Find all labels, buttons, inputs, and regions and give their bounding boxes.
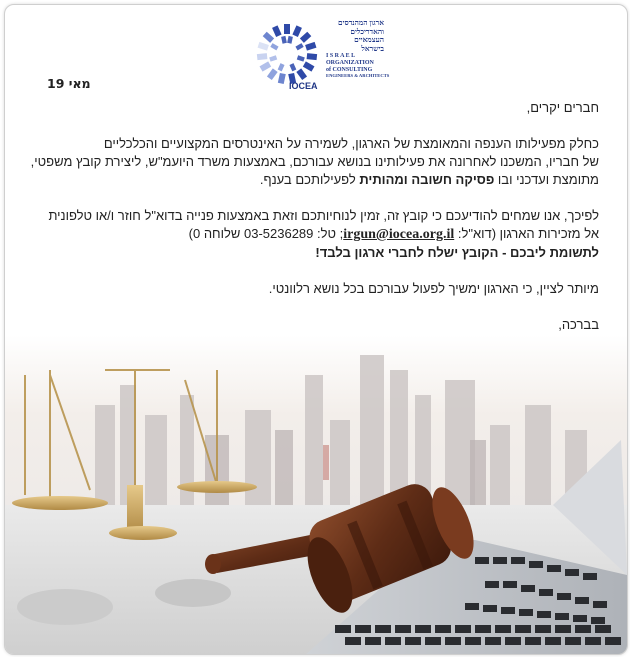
members-only-notice: לתשומת ליבכם - הקובץ ישלח לחברי ארגון בלבד! <box>315 245 599 260</box>
logo-hebrew-line-1: ארגון המהנדסים <box>337 18 384 27</box>
paragraph-2-line-2 <box>29 225 599 244</box>
important-ruling-highlight: פסיקה חשובה ומהותית <box>359 172 495 187</box>
paragraph-3: מיותר לציין, כי הארגון ימשיך לפעול עבורכם בכל נושא רלוונטי. <box>268 281 599 296</box>
letter-body <box>29 99 599 352</box>
letter-date: מאי 19 <box>47 76 91 91</box>
logo-english-line-1: I S R A E L <box>326 53 356 59</box>
letter-card <box>4 4 628 655</box>
contact-email-link[interactable]: irgun@iocea.org.il <box>343 227 455 242</box>
logo-hebrew-line-2: והאדריכלים <box>350 26 384 36</box>
paragraph-1-line-3-start: מתומצת ועדכני ובו <box>494 172 599 187</box>
organization-logo <box>254 18 390 95</box>
logo-hebrew-line-3: העצמאיים <box>354 35 384 44</box>
logo-emblem-icon <box>254 21 320 87</box>
paragraph-1-line-3-end: לפעילותכם בענף. <box>259 172 360 187</box>
logo-wordmark <box>320 18 390 80</box>
paragraph-1-line-1: כחלק מפעילותו הענפה והמאומצת של הארגון, לשמירה על האינטרסים המקצועיים והכלכליים <box>103 136 599 151</box>
paragraph-1-line-2: של חבריו, המשכנו לאחרונה את פעילותינו בנושא עבורכם, באמצעות משרד היועמ"ש, ליצירת קובץ משפטי, <box>30 154 599 169</box>
law-gavel-laptop-illustration <box>5 335 627 655</box>
logo-english-line-3: of CONSULTING <box>326 66 373 73</box>
logo-abbreviation: IOCEA <box>289 81 318 91</box>
paragraph-2-line-1: לפיכך, אנו שמחים להודיעכם כי קובץ זה, זמין לנוחיותכם וזאת באמצעות פנייה בדוא"ל חוזר ו/או טלפונית <box>48 208 599 223</box>
contact-prefix: אל מזכירות הארגון (דוא"ל: <box>454 226 599 241</box>
logo-english-line-2: ORGANIZATION <box>326 59 374 66</box>
logo-hebrew-line-4: בישראל <box>361 43 384 53</box>
greeting: חברים יקרים, <box>526 100 599 115</box>
paragraph-1-line-3 <box>29 171 599 189</box>
closing: בברכה, <box>558 317 599 332</box>
contact-phone: ; טל: 03-5236289 שלוחה 0) <box>188 226 344 241</box>
logo-english-line-4: ENGINEERS & ARCHITECTS <box>326 73 390 79</box>
